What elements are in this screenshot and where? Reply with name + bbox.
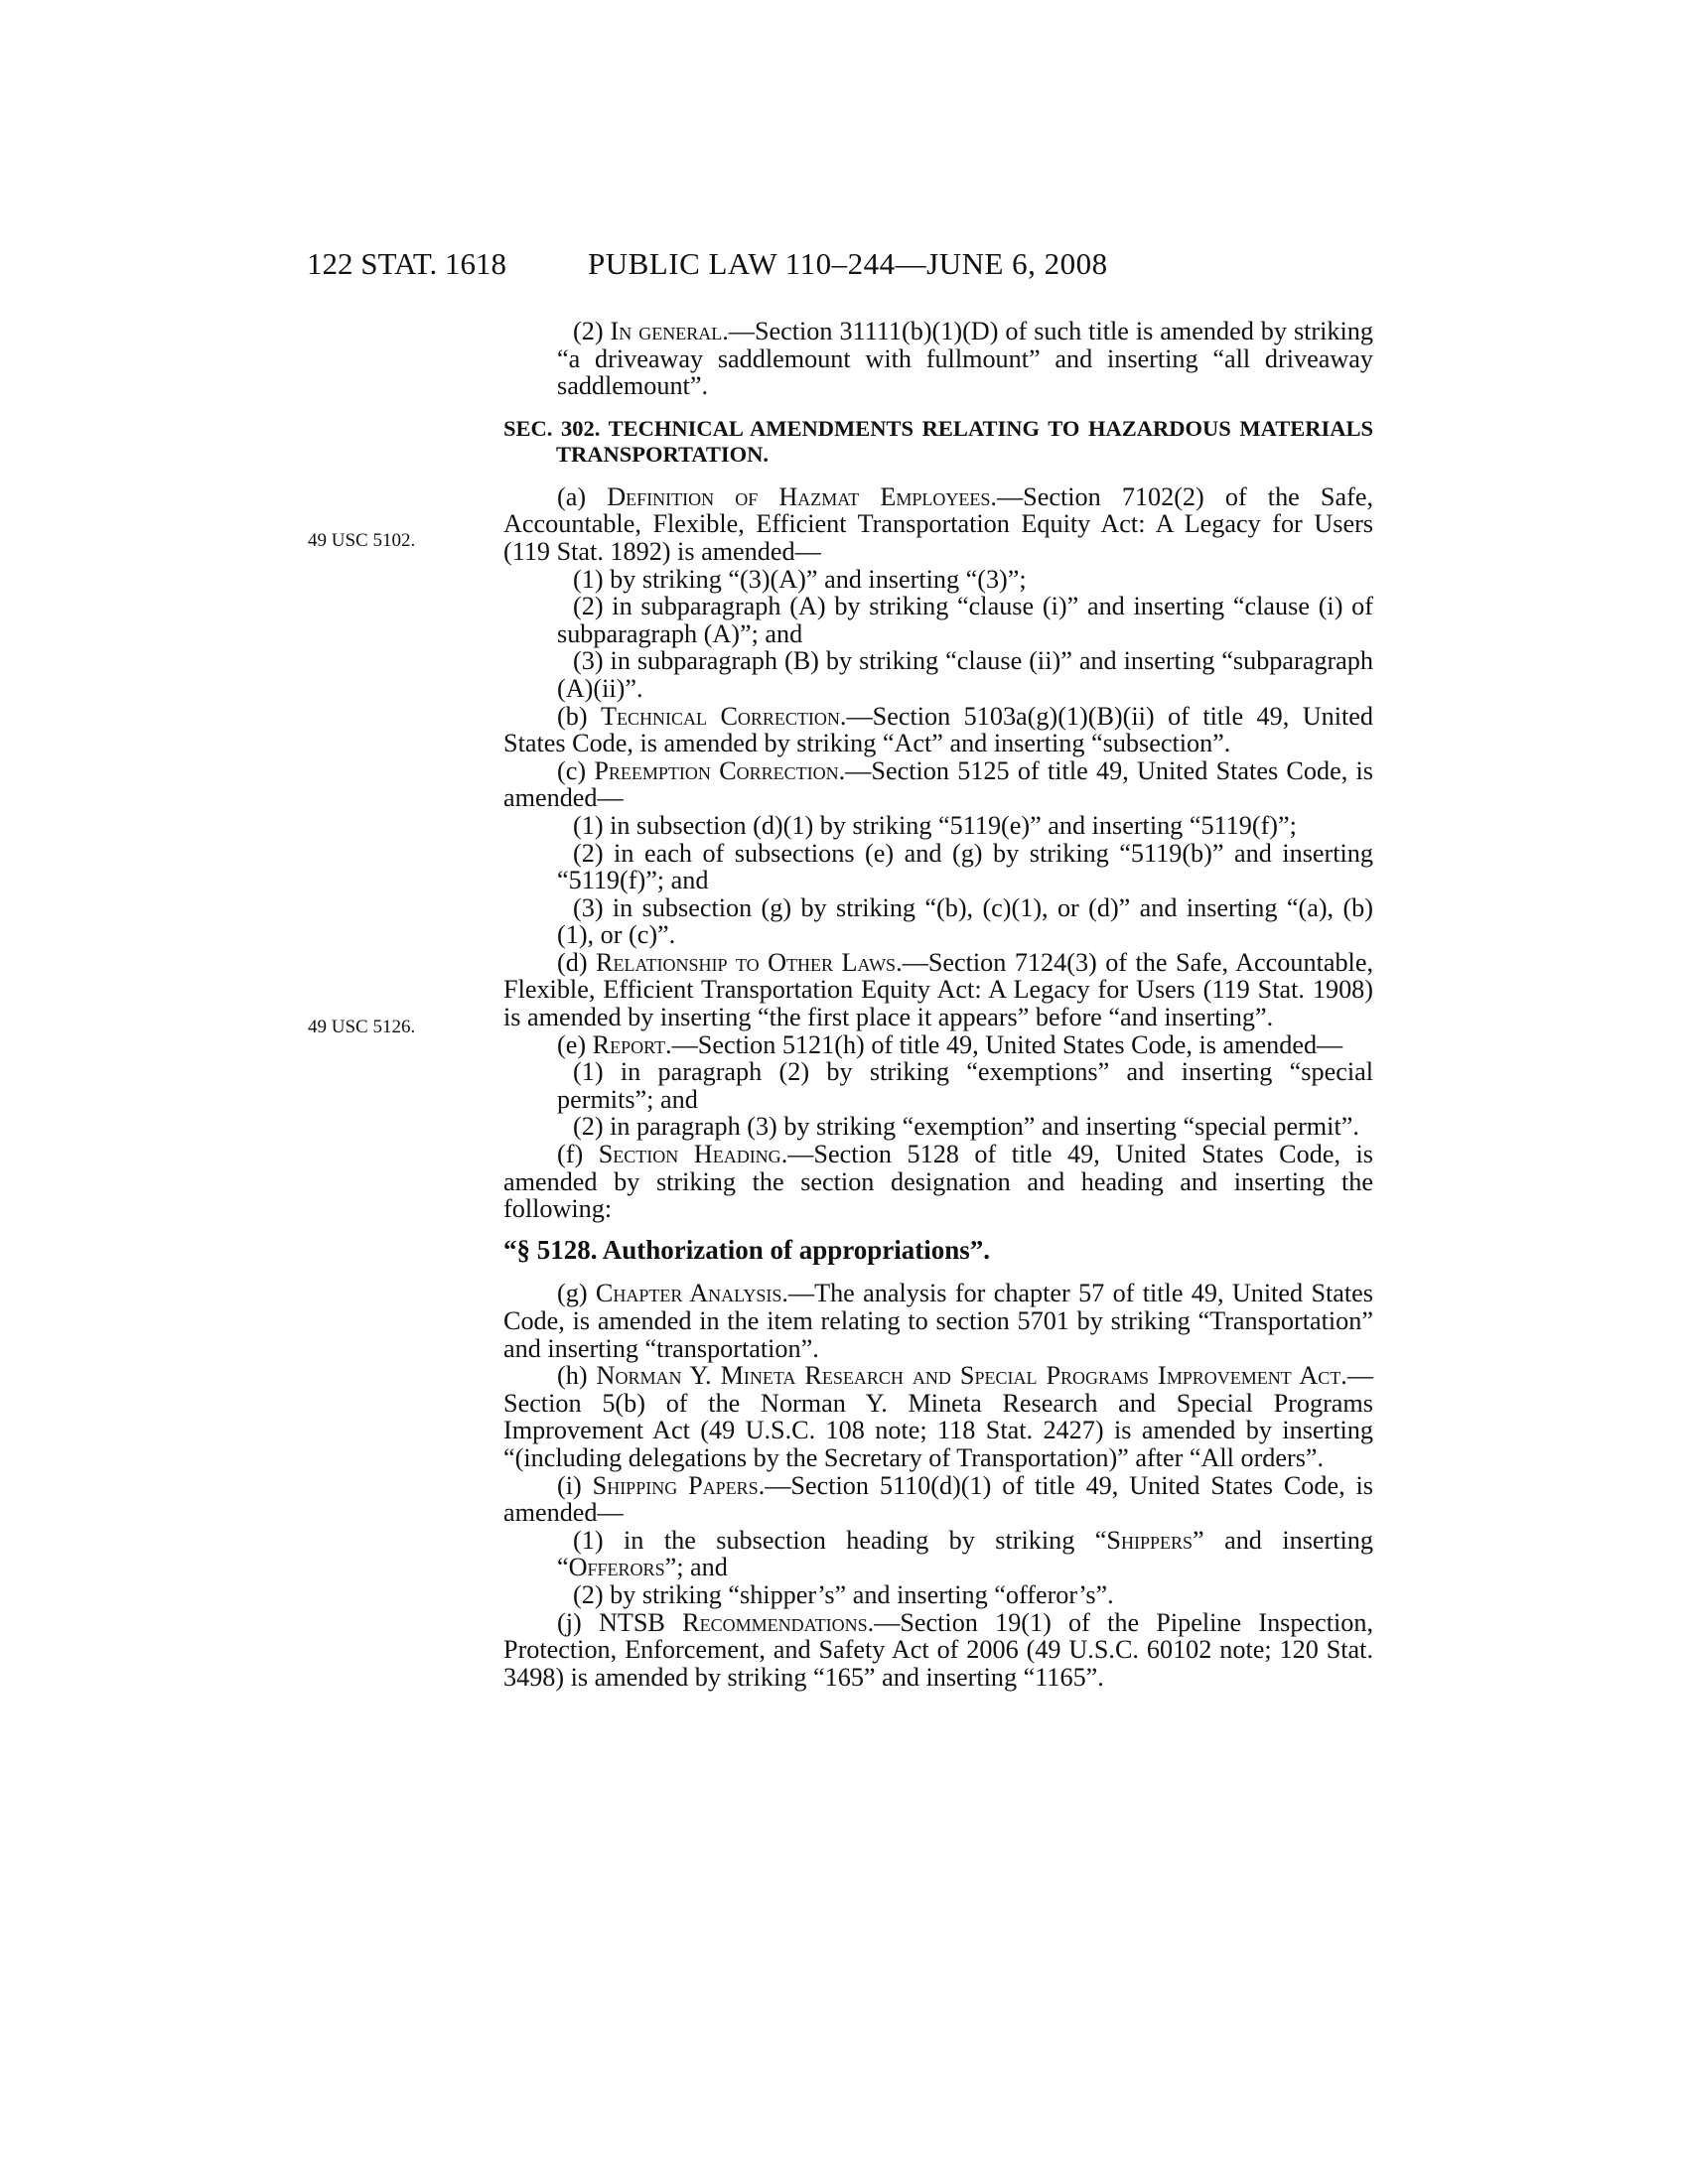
subsection-c-item-2: (2) in each of subsections (e) and (g) by striking “5119(b)” and inserting “5119(f)”; and [557,838,1373,895]
subsection-h: (h) Norman Y. Mineta Research and Special Programs Improvement Act.—Section 5(b) of the Norman Y. Mineta Research and Special Programs Improvement Act (49 U.S.C. 108 note; 118 Stat. 2427) is amended by inserting “(including delegations by the Secretary of Transportation)” after “All orders”. [503,1361,1373,1472]
section-302-heading: SEC. 302. TECHNICAL AMENDMENTS RELATING TO HAZARDOUS MATERIALS TRANSPORTATION. [503,415,1373,467]
subsection-g: (g) Chapter Analysis.—The analysis for chapter 57 of title 49, United States Code, is amended in the item relating to section 5701 by striking “Transportation” and inserting “transportation”. [503,1279,1373,1363]
subsection-f: (f) Section Heading.—Section 5128 of title 49, United States Code, is amended by striking the section designation and heading and inserting the following: [503,1140,1373,1224]
subsection-c-item-3: (3) in subsection (g) by striking “(b), (c)(1), or (d)” and inserting “(a), (b)(1), or (c)”. [557,892,1373,950]
subsection-e-item-1: (1) in paragraph (2) by striking “exemptions” and inserting “special permits”; and [557,1057,1373,1114]
subsection-j: (j) NTSB Recommendations.—Section 19(1) of the Pipeline Inspection, Protection, Enforcement, and Safety Act of 2006 (49 U.S.C. 60102 note; 120 Stat. 3498) is amended by striking “165” and inserting “1165”. [503,1607,1373,1692]
subsection-b: (b) Technical Correction.—Section 5103a(g)(1)(B)(ii) of title 49, United States Code, is amended by striking “Act” and inserting “subsection”. [503,701,1373,758]
statute-page-number: 122 STAT. 1618 [307,246,507,281]
subsection-d: (d) Relationship to Other Laws.—Section 7124(3) of the Safe, Accountable, Flexible, Efficient Transportation Equity Act: A Legacy for Users (119 Stat. 1908) is amended by inserting “the first place it appears” before “and inserting”. [503,947,1374,1032]
subsection-e-item-2: (2) in paragraph (3) by striking “exemption” and inserting “special permit”. [573,1112,1359,1142]
subsection-a-item-2: (2) in subparagraph (A) by striking “clause (i)” and inserting “clause (i) of subparagraph (A)”; and [557,592,1373,648]
margin-note-usc-5102: 49 USC 5102. [308,530,416,551]
subsection-a-item-1: (1) by striking “(3)(A)” and inserting “(3)”; [573,564,1027,594]
subsection-a-item-3: (3) in subparagraph (B) by striking “clause (ii)” and inserting “subparagraph (A)(ii)”. [557,646,1373,703]
subsection-i-item-2: (2) by striking “shipper’s” and inserting “offeror’s”. [573,1579,1114,1609]
document-body [503,318,1373,1691]
subsection-a: (a) Definition of Hazmat Employees.—Section 7102(2) of the Safe, Accountable, Flexible, Efficient Transportation Equity Act: A Legacy for Users (119 Stat. 1892) is amended— [503,481,1373,566]
subsection-c-item-1: (1) in subsection (d)(1) by striking “5119(e)” and inserting “5119(f)”; [573,810,1297,840]
margin-note-usc-5126: 49 USC 5126. [308,1017,416,1037]
inserted-section-heading: “§ 5128. Authorization of appropriations”. [503,1234,991,1265]
public-law-title: PUBLIC LAW 110–244—JUNE 6, 2008 [588,246,1108,281]
subsection-c: (c) Preemption Correction.—Section 5125 of title 49, United States Code, is amended— [503,755,1373,813]
paragraph-2-in-general: (2) In general.—Section 31111(b)(1)(D) of such title is amended by striking “a driveaway saddlemount with fullmount” and inserting “all driveaway saddlemount”. [557,317,1373,401]
subsection-e: (e) Report.—Section 5121(h) of title 49, United States Code, is amended— [557,1029,1343,1059]
page-header [0,246,1688,286]
subsection-i-item-1: (1) in the subsection heading by striking “Shippers” and inserting “Offerors”; and [557,1525,1373,1582]
subsection-i: (i) Shipping Papers.—Section 5110(d)(1) of title 49, United States Code, is amended— [503,1470,1374,1528]
